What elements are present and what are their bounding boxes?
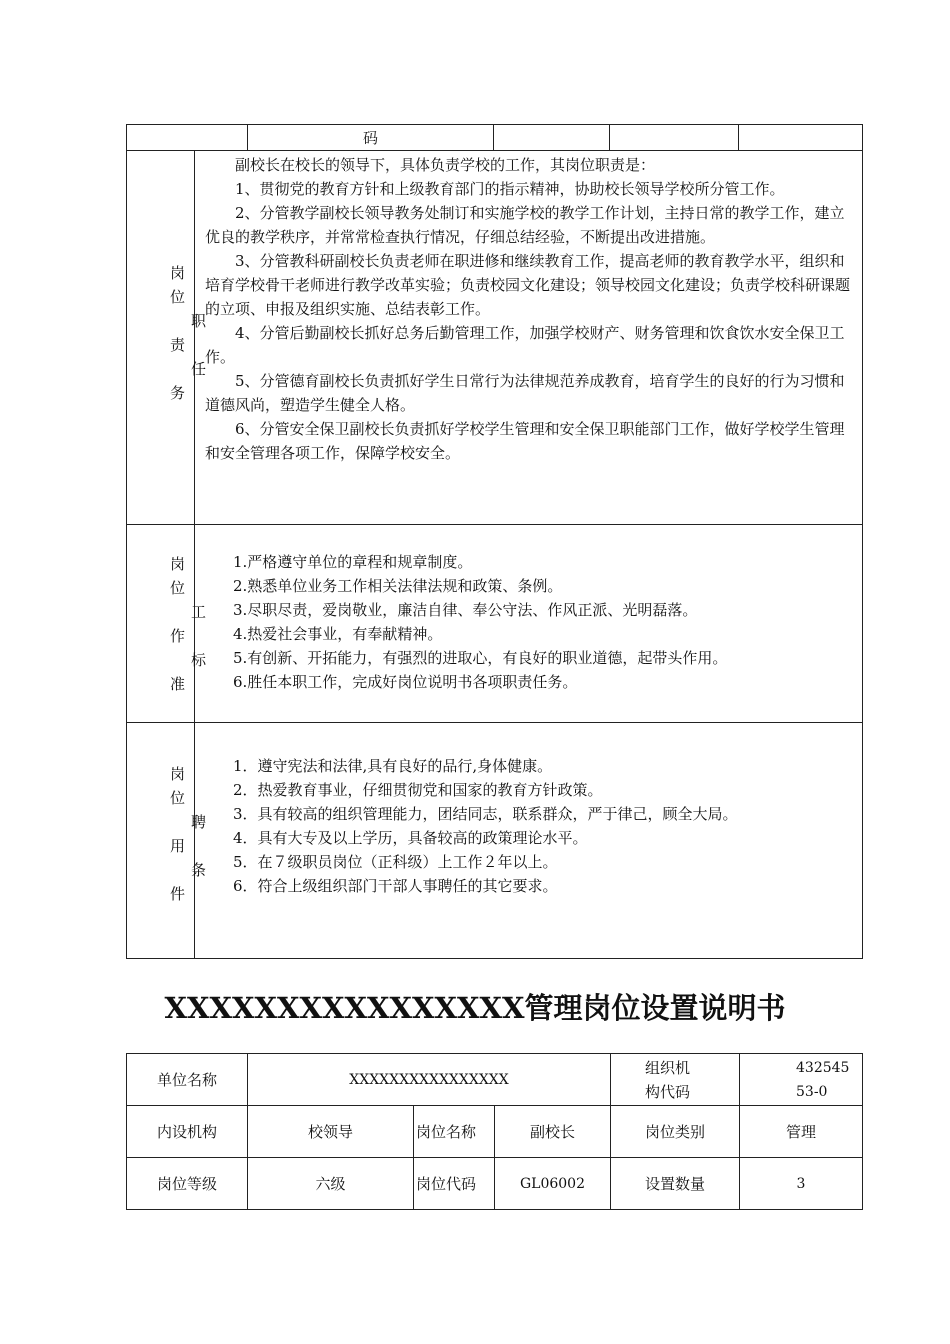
post-name-label: 岗位名称 [414,1106,495,1158]
code-row [127,125,863,151]
post-level-value: 六级 [248,1158,414,1210]
standard-item: 4.热爱社会事业，有奉献精神。 [233,624,443,643]
condition-item: 2．热爱教育事业，仔细贯彻党和国家的教育方针政策。 [233,781,603,799]
unit-name-label: 单位名称 [127,1054,248,1106]
post-code-value: GL06002 [495,1158,611,1210]
duties-content [195,151,863,525]
condition-item: 4．具有大专及以上学历，具备较高的政策理论水平。 [233,829,588,847]
duties-intro: 副校长在校长的领导下，具体负责学校的工作，其岗位职责是： [235,156,656,174]
duties-row [127,151,863,525]
post-type-value: 管理 [740,1106,863,1158]
condition-item: 5．在７级职员岗位（正科级）上工作２年以上。 [233,853,558,871]
duty-item: 6、分管安全保卫副校长负责抓好学校学生管理和安全保卫职能部门工作，做好学校学生管理和安全管理各项工作，保障学校安全。 [205,420,845,462]
post-code-label: 岗位代码 [414,1158,495,1210]
post-level-label: 岗位等级 [127,1158,248,1210]
org-code-value: 43254553-0 [740,1054,863,1106]
quota-value: 3 [740,1158,863,1210]
duties-label: 岗 位 职 责 任 务 [127,151,195,525]
standards-label: 岗 位 工 作 标 准 [127,525,195,723]
condition-item: 1．遵守宪法和法律,具有良好的品行,身体健康。 [233,757,553,775]
document-title: XXXXXXXXXXXXXXXX管理岗位设置说明书 [164,991,786,1025]
duty-item: 1、贯彻党的教育方针和上级教育部门的指示精神，协助校长领导学校所分管工作。 [235,180,785,198]
conditions-label: 岗 位 聘 用 条 件 [127,723,195,959]
dept-label: 内设机构 [127,1106,248,1158]
post-info-table [126,1053,863,1210]
standard-item: 3.尽职尽责，爱岗敬业，廉洁自律、奉公守法、作风正派、光明磊落。 [233,600,698,619]
dept-value: 校领导 [248,1106,414,1158]
standard-item: 1.严格遵守单位的章程和规章制度。 [233,552,473,571]
level-row [127,1158,863,1210]
standard-item: 2.熟悉单位业务工作相关法律法规和政策、条例。 [233,576,563,595]
condition-item: 3．具有较高的组织管理能力，团结同志，联系群众，严于律己，顾全大局。 [233,805,738,823]
org-code-label: 组织机构代码 [611,1054,740,1106]
duty-item: 3、分管教科研副校长负责老师在职进修和继续教育工作，提高老师的教育教学水平，组织和培育学校骨干老师进行教学改革实验；负责校园文化建设；领导校园文化建设；负责学校科研课题的立项、申报及组织实施、总结表彰工作。 [205,252,851,318]
post-type-label: 岗位类别 [611,1106,740,1158]
conditions-content [195,723,863,959]
standard-item: 5.有创新、开拓能力，有强烈的进取心，有良好的职业道德，起带头作用。 [233,648,728,667]
conditions-row [127,723,863,959]
dept-row [127,1106,863,1158]
unit-name-value: XXXXXXXXXXXXXXXX [248,1054,611,1106]
standards-content [195,525,863,723]
post-name-value: 副校长 [495,1106,611,1158]
duty-item: 5、分管德育副校长负责抓好学生日常行为法律规范养成教育，培育学生的良好的行为习惯和道德风尚，塑造学生健全人格。 [205,372,845,414]
quota-label: 设置数量 [611,1158,740,1210]
job-description-table [126,124,863,959]
condition-item: 6．符合上级组织部门干部人事聘任的其它要求。 [233,877,558,895]
duty-item: 2、分管教学副校长领导教务处制订和实施学校的教学工作计划，主持日常的教学工作，建立优良的教学秩序，并常常检查执行情况，仔细总结经验，不断提出改进措施。 [205,204,845,246]
unit-row [127,1054,863,1106]
standard-item: 6.胜任本职工作，完成好岗位说明书各项职责任务。 [233,672,578,691]
duty-item: 4、分管后勤副校长抓好总务后勤管理工作，加强学校财产、财务管理和饮食饮水安全保卫工作。 [205,324,845,366]
standards-row [127,525,863,723]
code-label: 码 [248,125,494,151]
